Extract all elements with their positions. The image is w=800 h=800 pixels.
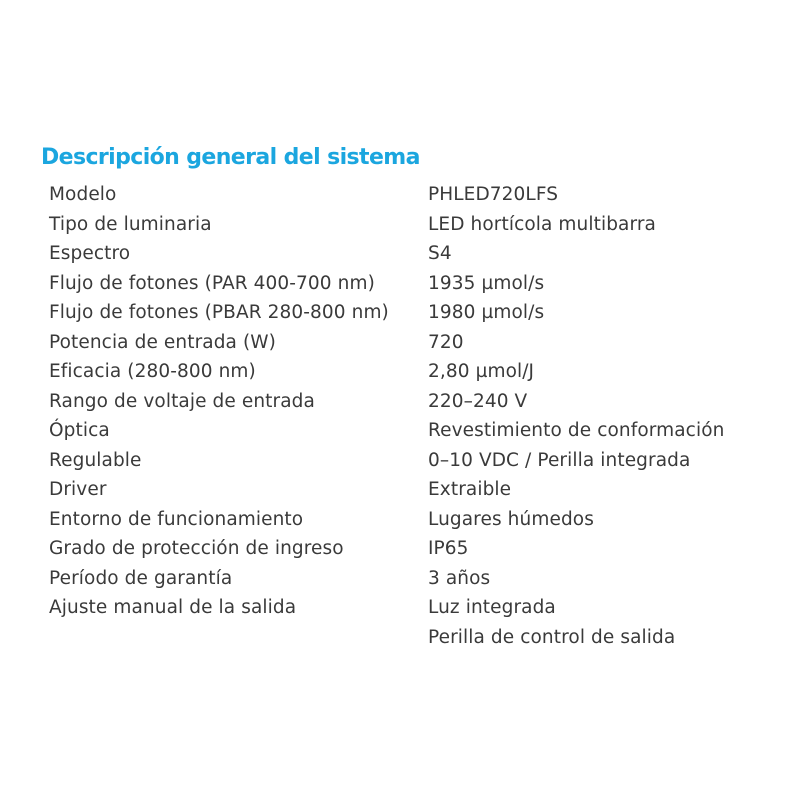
spec-value: Revestimiento de conformación (428, 420, 725, 441)
spec-value: 1980 µmol/s (428, 302, 545, 323)
spec-value: 2,80 µmol/J (428, 361, 535, 382)
spec-row-optica (49, 416, 769, 446)
spec-label: Óptica (49, 420, 110, 441)
spec-row-potencia (49, 328, 769, 358)
spec-label: Grado de protección de ingreso (49, 538, 344, 559)
spec-row-ajuste-salida (49, 593, 769, 652)
spec-value: 3 años (428, 567, 491, 589)
section-title: Descripción general del sistema (41, 145, 420, 170)
spec-row-regulable (49, 446, 769, 476)
spec-row-entorno (49, 505, 769, 535)
spec-label: Flujo de fotones (PAR 400-700 nm) (49, 272, 375, 294)
spec-label: Modelo (49, 184, 117, 205)
spec-value: Luz integrada (428, 597, 556, 618)
spec-value: 0–10 VDC / Perilla integrada (428, 449, 691, 471)
spec-value: Extraible (428, 479, 512, 500)
spec-row-proteccion (49, 534, 769, 564)
spec-label: Entorno de funcionamiento (49, 508, 304, 530)
spec-label: Eficacia (280-800 nm) (49, 361, 256, 382)
spec-row-eficacia (49, 357, 769, 387)
spec-label: Flujo de fotones (PBAR 280-800 nm) (49, 302, 389, 323)
spec-value: 220–240 V (428, 390, 528, 412)
spec-row-garantia (49, 564, 769, 594)
spec-value: IP65 (428, 538, 469, 559)
spec-value: LED hortícola multibarra (428, 213, 656, 235)
spec-label: Ajuste manual de la salida (49, 597, 297, 618)
spec-row-voltaje (49, 387, 769, 417)
spec-label: Potencia de entrada (W) (49, 331, 277, 353)
spec-label: Espectro (49, 243, 131, 264)
spec-value: 1935 µmol/s (428, 272, 545, 294)
spec-label: Driver (49, 479, 107, 500)
spec-label: Tipo de luminaria (49, 213, 212, 235)
spec-value: Lugares húmedos (428, 508, 594, 530)
spec-value: S4 (428, 243, 452, 264)
spec-row-driver (49, 475, 769, 505)
spec-row-modelo (49, 180, 769, 210)
spec-label: Período de garantía (49, 567, 233, 589)
spec-label: Regulable (49, 449, 142, 471)
spec-value-multiline (428, 593, 675, 652)
spec-row-flujo-pbar (49, 298, 769, 328)
spec-row-tipo-luminaria (49, 210, 769, 240)
spec-value: Perilla de control de salida (428, 626, 676, 648)
spec-row-flujo-par (49, 269, 769, 299)
spec-label: Rango de voltaje de entrada (49, 390, 315, 412)
spec-value: PHLED720LFS (428, 184, 559, 205)
spec-table (49, 180, 769, 652)
spec-row-espectro (49, 239, 769, 269)
spec-value: 720 (428, 331, 464, 353)
